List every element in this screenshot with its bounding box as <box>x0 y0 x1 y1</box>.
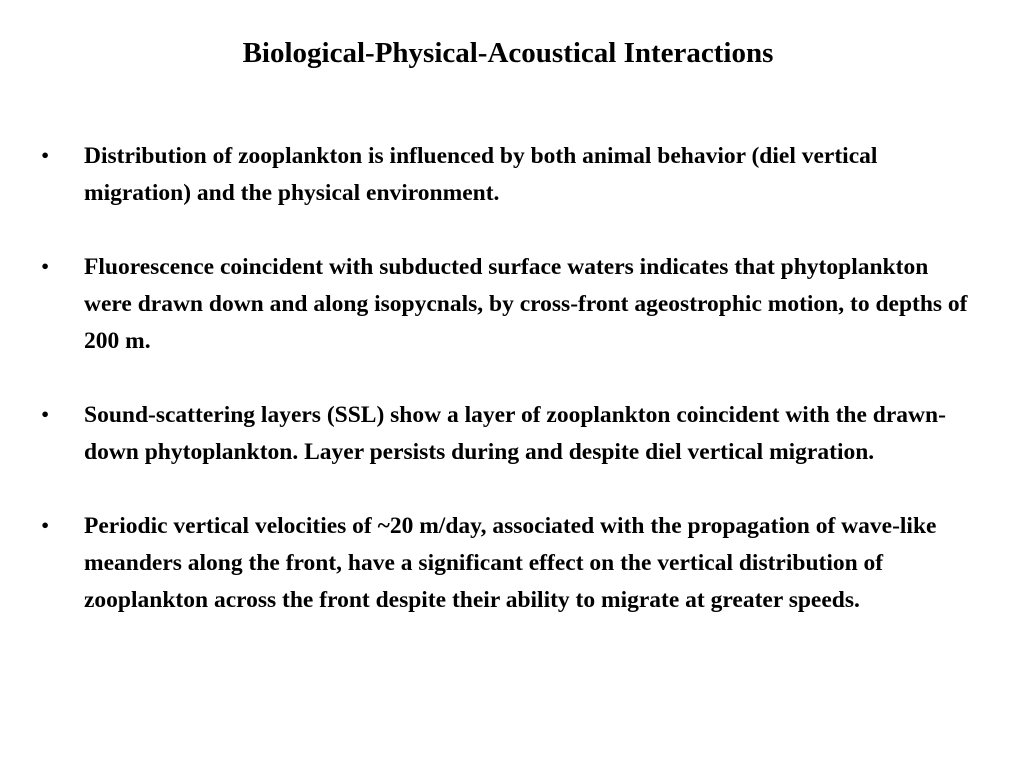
bullet-dot-icon: • <box>41 254 50 280</box>
bullet-item <box>0 249 1024 360</box>
bullet-item <box>0 138 1024 212</box>
bullet-dot-icon: • <box>41 143 50 169</box>
bullet-text: Fluorescence coincident with subducted surface waters indicates that phytoplankton were drawn down and along isopycnals, by cross-front ageostrophic motion, to depths of 200 m. <box>84 254 968 354</box>
bullet-dot-icon: • <box>41 402 50 428</box>
bullet-text: Periodic vertical velocities of ~20 m/day, associated with the propagation of wave-like meanders along the front, have a significant effect on the vertical distribution of zooplankton across the front despite their ability to migrate at greater speeds. <box>84 513 937 613</box>
slide-title: Biological-Physical-Acoustical Interactions <box>242 37 774 69</box>
bullet-dot-icon: • <box>41 513 50 539</box>
bullet-item <box>0 397 1024 471</box>
bullet-text: Sound-scattering layers (SSL) show a layer of zooplankton coincident with the drawn-down phytoplankton. Layer persists during and despite diel vertical migration. <box>84 402 946 465</box>
bullet-item <box>0 508 1024 619</box>
bullet-text: Distribution of zooplankton is influenced by both animal behavior (diel vertical migration) and the physical environment. <box>84 143 878 206</box>
bullet-list <box>0 138 1024 656</box>
